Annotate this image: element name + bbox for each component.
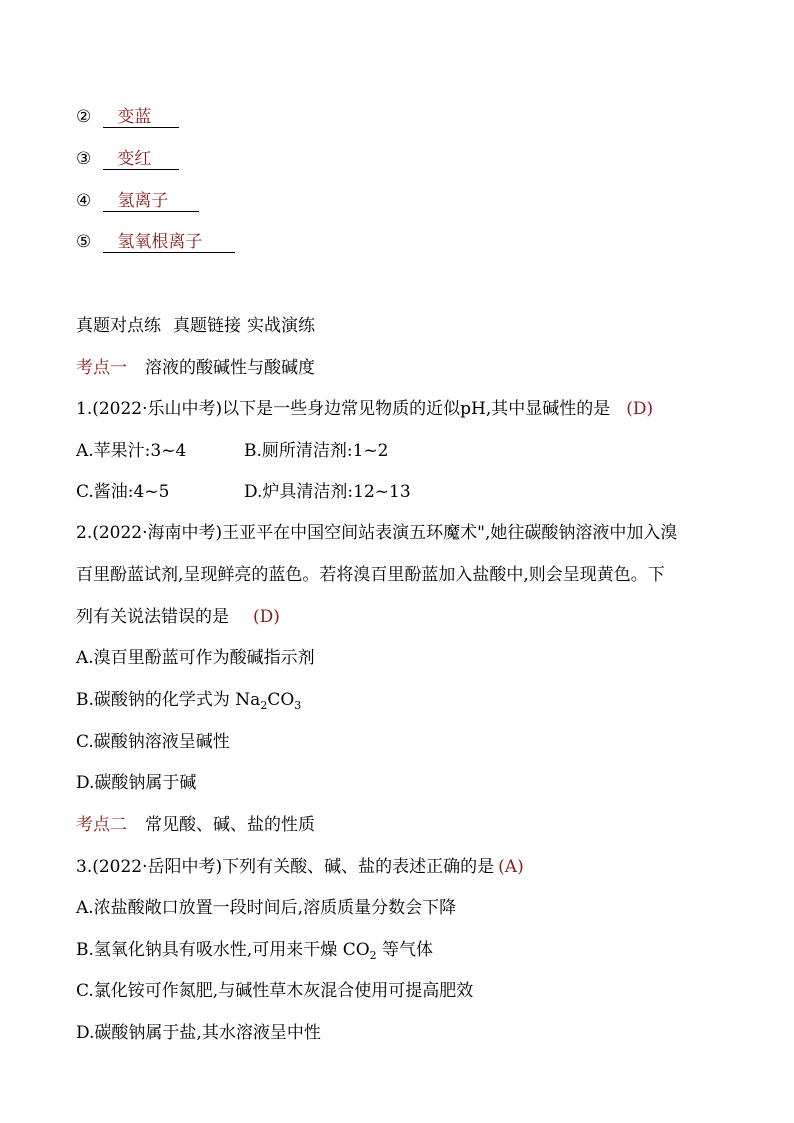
- topic-heading: [76, 814, 315, 836]
- question-answer: (A): [498, 857, 524, 877]
- option: A.浓盐酸敞口放置一段时间后,溶质质量分数会下降: [76, 898, 457, 918]
- option: [76, 939, 433, 967]
- option-text: 等气体: [376, 940, 434, 960]
- question-answer: (D): [253, 607, 280, 627]
- section-title: 真题对点练: [76, 316, 161, 336]
- item-number: ②: [76, 107, 92, 127]
- question-stem-last: [76, 606, 280, 628]
- option: C.酱油:4~5: [76, 482, 170, 502]
- option-text: B.碳酸钠的化学式为 Na: [76, 690, 261, 710]
- question-stem-line: 2.(2022·海南中考)王亚平在中国空间站表演五环魔术",她往碳酸钠溶液中加入溴: [76, 523, 678, 543]
- item-number: ④: [76, 191, 92, 211]
- item-number: ③: [76, 149, 92, 169]
- subscript: 2: [260, 699, 268, 712]
- option: C.碳酸钠溶液呈碱性: [76, 732, 230, 752]
- answer-line-5: [76, 231, 235, 253]
- answer-blank: 变红: [103, 149, 179, 170]
- option: D.炉具清洁剂:12~13: [244, 482, 411, 502]
- section-header: [76, 315, 315, 337]
- topic-title: 溶液的酸碱性与酸碱度: [145, 358, 315, 378]
- question-text: 1.(2022·乐山中考)以下是一些身边常见物质的近似pH,其中显碱性的是: [76, 399, 611, 419]
- subscript: 3: [294, 699, 302, 712]
- section-subtitle: 实战演练: [247, 316, 315, 336]
- option: D.碳酸钠属于盐,其水溶液呈中性: [76, 1023, 321, 1043]
- topic-label: 考点二: [76, 815, 127, 835]
- option: D.碳酸钠属于碱: [76, 773, 197, 793]
- answer-blank: 氢离子: [103, 191, 199, 212]
- answer-line-3: [76, 148, 179, 170]
- question-text: 列有关说法错误的是: [76, 607, 229, 627]
- answer-line-4: [76, 190, 199, 212]
- option: B.厕所清洁剂:1~2: [244, 441, 389, 461]
- topic-label: 考点一: [76, 358, 127, 378]
- topic-heading: [76, 357, 315, 379]
- answer-line-2: [76, 106, 179, 128]
- question-text: 3.(2022·岳阳中考)下列有关酸、碱、盐的表述正确的是: [76, 857, 495, 877]
- answer-blank: 变蓝: [103, 107, 179, 128]
- question-stem: [76, 856, 524, 878]
- question-answer: (D): [626, 399, 654, 419]
- topic-title: 常见酸、碱、盐的性质: [145, 815, 315, 835]
- item-number: ⑤: [76, 232, 92, 252]
- question-stem-line: 百里酚蓝试剂,呈现鲜亮的蓝色。若将溴百里酚蓝加入盐酸中,则会呈现黄色。下: [76, 565, 665, 585]
- option: A.苹果汁:3~4: [76, 441, 187, 461]
- option-row: [76, 481, 411, 503]
- answer-blank: 氢氧根离子: [103, 232, 235, 253]
- option-text: CO: [267, 690, 295, 710]
- option: A.溴百里酚蓝可作为酸碱指示剂: [76, 648, 315, 668]
- option: C.氯化铵可作氮肥,与碱性草木灰混合使用可提高肥效: [76, 981, 474, 1001]
- section-subtitle: 真题链接: [173, 316, 241, 336]
- subscript: 2: [369, 949, 377, 962]
- question-stem: [76, 398, 653, 420]
- option: [76, 689, 301, 717]
- option-text: B.氢氧化钠具有吸水性,可用来干燥 CO: [76, 940, 370, 960]
- option-row: [76, 440, 389, 462]
